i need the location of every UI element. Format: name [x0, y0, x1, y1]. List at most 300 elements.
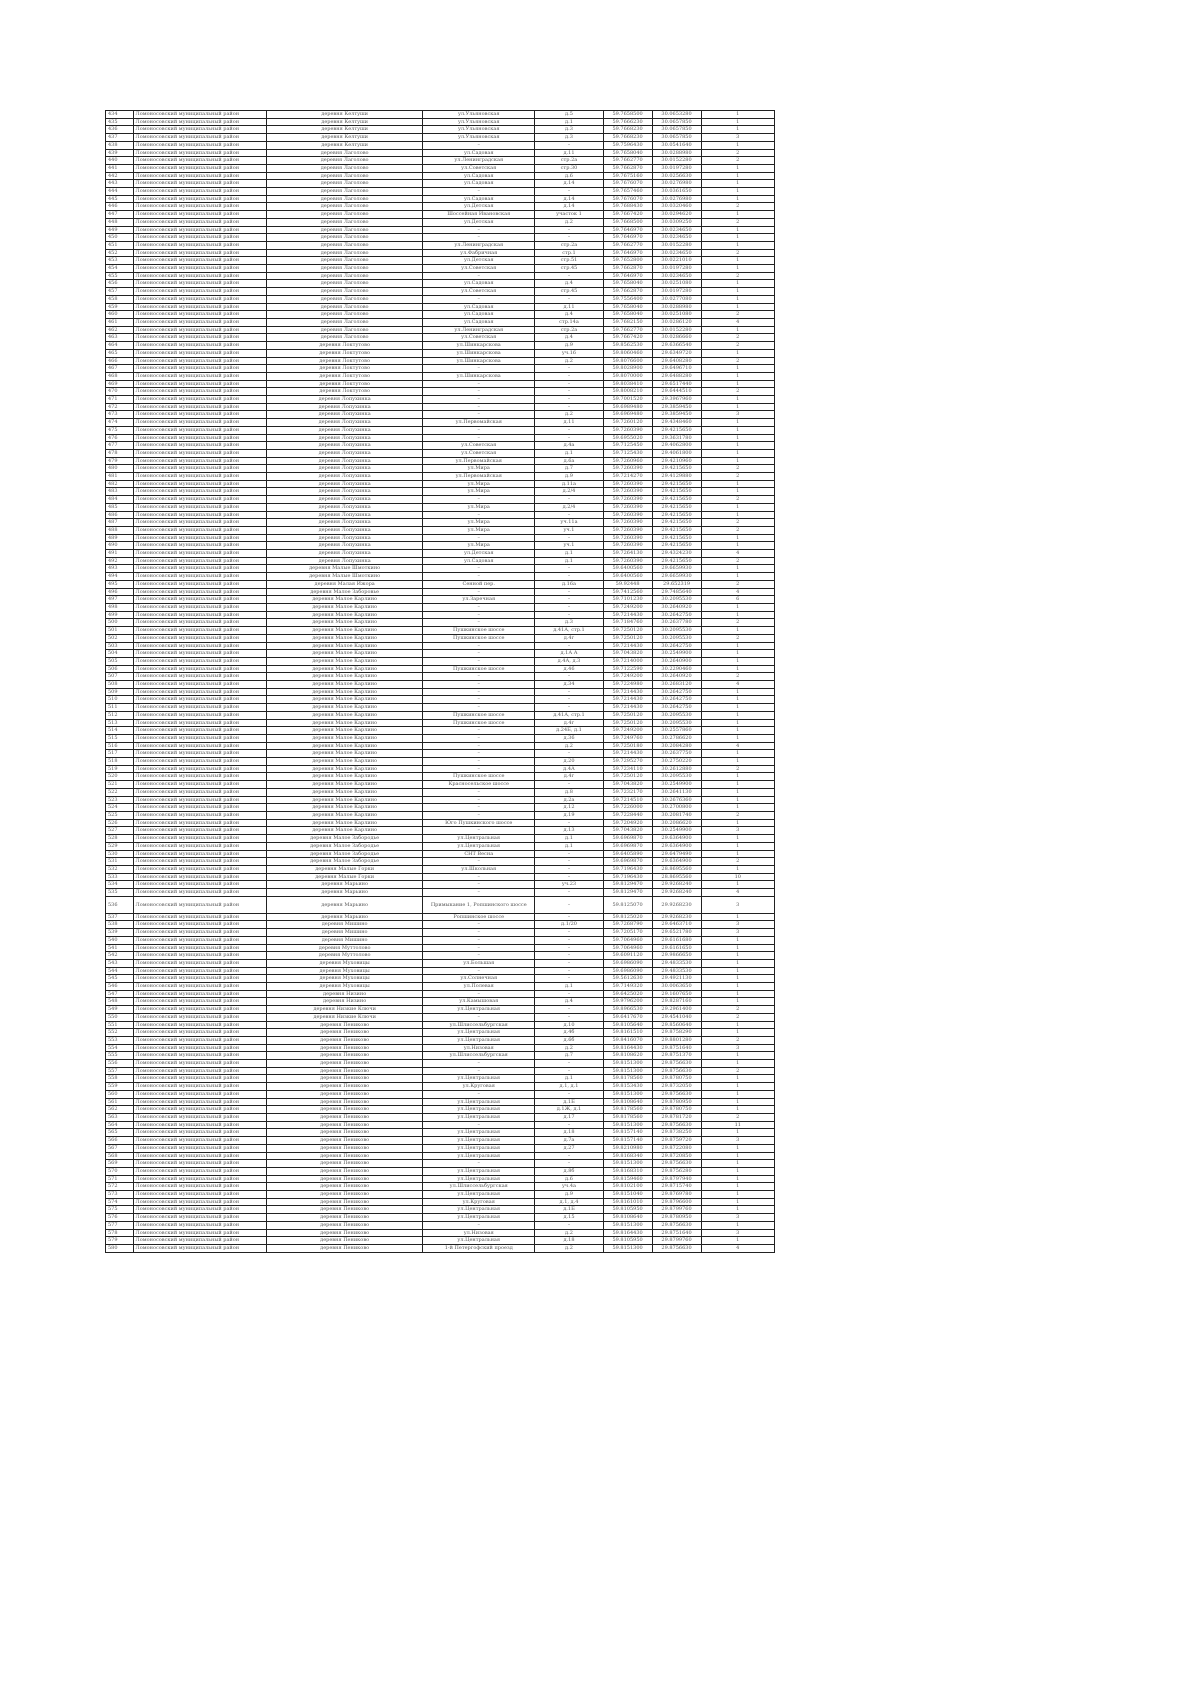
locality-cell: деревня Малое Карлино — [267, 819, 423, 827]
district-cell: Ломоносовский муниципальный район — [133, 480, 267, 488]
row-number-cell: 443 — [106, 180, 134, 188]
street-cell: ул.Заречная — [423, 596, 535, 604]
building-cell: – — [535, 975, 603, 983]
row-number-cell: 523 — [106, 796, 134, 804]
building-cell: д.1 — [535, 557, 603, 565]
longitude-cell: 29.8756280 — [652, 1167, 701, 1175]
locality-cell: деревня Лопухинка — [267, 457, 423, 465]
building-cell: д.15 — [535, 1214, 603, 1222]
street-cell: – — [423, 272, 535, 280]
district-cell: Ломоносовский муниципальный район — [133, 1067, 267, 1075]
longitude-cell: 30.2683120 — [652, 681, 701, 689]
count-cell: 2 — [701, 557, 774, 565]
latitude-cell: 59.7226000 — [603, 804, 652, 812]
district-cell: Ломоносовский муниципальный район — [133, 550, 267, 558]
count-cell: 1 — [701, 1198, 774, 1206]
longitude-cell: 30.0197280 — [652, 265, 701, 273]
district-cell: Ломоносовский муниципальный район — [133, 449, 267, 457]
table-row — [106, 850, 775, 858]
row-number-cell: 441 — [106, 164, 134, 172]
table-row — [106, 164, 775, 172]
building-cell: д.3 — [535, 619, 603, 627]
building-cell: д.2 — [535, 1044, 603, 1052]
row-number-cell: 463 — [106, 334, 134, 342]
row-number-cell: 559 — [106, 1083, 134, 1091]
table-row — [106, 1144, 775, 1152]
locality-cell: деревня Малое Карлино — [267, 765, 423, 773]
count-cell: 2 — [701, 619, 774, 627]
district-cell: Ломоносовский муниципальный район — [133, 881, 267, 889]
latitude-cell: 59.8076600 — [603, 357, 652, 365]
street-cell: – — [423, 1090, 535, 1098]
row-number-cell: 471 — [106, 396, 134, 404]
street-cell: – — [423, 380, 535, 388]
count-cell: 1 — [701, 1083, 774, 1091]
street-cell: – — [423, 921, 535, 929]
longitude-cell: 29.8780950 — [652, 1214, 701, 1222]
longitude-cell: 29.8781720 — [652, 1114, 701, 1122]
district-cell: Ломоносовский муниципальный район — [133, 952, 267, 960]
district-cell: Ломоносовский муниципальный район — [133, 188, 267, 196]
building-cell: – — [535, 873, 603, 881]
longitude-cell: 29.4215650 — [652, 503, 701, 511]
street-cell: ул.Шинкарскова — [423, 349, 535, 357]
street-cell: ул.Шлиссельбургская — [423, 1021, 535, 1029]
table-row — [106, 241, 775, 249]
district-cell: Ломоносовский муниципальный район — [133, 858, 267, 866]
street-cell: Пушкинское шоссе — [423, 773, 535, 781]
street-cell: – — [423, 873, 535, 881]
locality-cell: деревня Малое Карлино — [267, 634, 423, 642]
longitude-cell: 30.0286660 — [652, 334, 701, 342]
latitude-cell: 59.6091120 — [603, 952, 652, 960]
street-cell: – — [423, 611, 535, 619]
building-cell: – — [535, 403, 603, 411]
latitude-cell: 59.8108620 — [603, 1052, 652, 1060]
locality-cell: деревня Лопухинка — [267, 442, 423, 450]
district-cell: Ломоносовский муниципальный район — [133, 719, 267, 727]
table-row — [106, 519, 775, 527]
longitude-cell: 29.8751370 — [652, 1052, 701, 1060]
building-cell: – — [535, 944, 603, 952]
table-row — [106, 226, 775, 234]
latitude-cell: 59.7295270 — [603, 758, 652, 766]
locality-cell: деревня Лопухинка — [267, 550, 423, 558]
table-row — [106, 673, 775, 681]
count-cell: 2 — [701, 342, 774, 350]
count-cell: 1 — [701, 111, 774, 119]
table-row — [106, 604, 775, 612]
longitude-cell: 29.9268240 — [652, 889, 701, 897]
table-row — [106, 480, 775, 488]
latitude-cell: 59.7214430 — [603, 704, 652, 712]
row-number-cell: 520 — [106, 773, 134, 781]
street-cell: – — [423, 426, 535, 434]
count-cell: 4 — [701, 1244, 774, 1252]
row-number-cell: 551 — [106, 1021, 134, 1029]
longitude-cell: 29.8759720 — [652, 1137, 701, 1145]
street-cell: ул.Центральная — [423, 1075, 535, 1083]
street-cell: – — [423, 573, 535, 581]
longitude-cell: 29.4215650 — [652, 557, 701, 565]
latitude-cell: 59.8151300 — [603, 1244, 652, 1252]
table-row — [106, 711, 775, 719]
count-cell: 1 — [701, 380, 774, 388]
building-cell: – — [535, 865, 603, 873]
district-cell: Ломоносовский муниципальный район — [133, 180, 267, 188]
street-cell: Шоссейная Ивановская — [423, 211, 535, 219]
count-cell: 1 — [701, 419, 774, 427]
count-cell: 1 — [701, 1160, 774, 1168]
district-cell: Ломоносовский муниципальный район — [133, 1244, 267, 1252]
latitude-cell: 59.7657460 — [603, 188, 652, 196]
district-cell: Ломоносовский муниципальный район — [133, 534, 267, 542]
district-cell: Ломоносовский муниципальный район — [133, 496, 267, 504]
district-cell: Ломоносовский муниципальный район — [133, 642, 267, 650]
latitude-cell: 59.7101230 — [603, 596, 652, 604]
registry-table-body — [106, 111, 775, 1253]
latitude-cell: 59.7662770 — [603, 326, 652, 334]
street-cell: ул.Детская — [423, 203, 535, 211]
locality-cell: деревня Лаголово — [267, 249, 423, 257]
locality-cell: деревня Малое Карлино — [267, 673, 423, 681]
latitude-cell: 59.7043820 — [603, 650, 652, 658]
district-cell: Ломоносовский муниципальный район — [133, 896, 267, 913]
latitude-cell: 59.8060460 — [603, 349, 652, 357]
table-row — [106, 758, 775, 766]
longitude-cell: 30.2700800 — [652, 804, 701, 812]
street-cell: Пушкинское шоссе — [423, 665, 535, 673]
latitude-cell: 59.92448 — [603, 580, 652, 588]
latitude-cell: 59.7260390 — [603, 426, 652, 434]
table-row — [106, 542, 775, 550]
building-cell: д.2 — [535, 1229, 603, 1237]
locality-cell: деревня Малое Забородье — [267, 858, 423, 866]
building-cell: д.4 — [535, 280, 603, 288]
building-cell: д.11 — [535, 303, 603, 311]
row-number-cell: 455 — [106, 272, 134, 280]
row-number-cell: 450 — [106, 234, 134, 242]
district-cell: Ломоносовский муниципальный район — [133, 573, 267, 581]
longitude-cell: 30.0286120 — [652, 318, 701, 326]
row-number-cell: 458 — [106, 295, 134, 303]
building-cell: д.3 — [535, 126, 603, 134]
building-cell: д.16а — [535, 580, 603, 588]
locality-cell: деревня Пениково — [267, 1206, 423, 1214]
table-row — [106, 719, 775, 727]
row-number-cell: 518 — [106, 758, 134, 766]
longitude-cell: 29.6488280 — [652, 372, 701, 380]
latitude-cell: 59.7646970 — [603, 249, 652, 257]
count-cell: 2 — [701, 634, 774, 642]
table-row — [106, 1129, 775, 1137]
locality-cell: деревня Малое Карлино — [267, 596, 423, 604]
row-number-cell: 510 — [106, 696, 134, 704]
latitude-cell: 59.8161010 — [603, 1198, 652, 1206]
building-cell: – — [535, 226, 603, 234]
street-cell: – — [423, 496, 535, 504]
count-cell: 2 — [701, 1067, 774, 1075]
building-cell: стр.45 — [535, 288, 603, 296]
count-cell: 2 — [701, 334, 774, 342]
building-cell: д.1, д.1 — [535, 1083, 603, 1091]
count-cell: 1 — [701, 696, 774, 704]
count-cell: 3 — [701, 929, 774, 937]
longitude-cell: 30.2642750 — [652, 642, 701, 650]
count-cell: 2 — [701, 1036, 774, 1044]
building-cell: д.41А, стр.1 — [535, 627, 603, 635]
longitude-cell: 29.8801280 — [652, 1036, 701, 1044]
latitude-cell: 59.7260390 — [603, 503, 652, 511]
latitude-cell: 59.7260390 — [603, 496, 652, 504]
row-number-cell: 485 — [106, 503, 134, 511]
table-row — [106, 765, 775, 773]
table-row — [106, 380, 775, 388]
district-cell: Ломоносовский муниципальный район — [133, 141, 267, 149]
latitude-cell: 59.6989480 — [603, 403, 652, 411]
table-row — [106, 211, 775, 219]
locality-cell: деревня Локтутово — [267, 342, 423, 350]
count-cell: 1 — [701, 257, 774, 265]
building-cell: д.2/4 — [535, 503, 603, 511]
district-cell: Ломоносовский муниципальный район — [133, 511, 267, 519]
latitude-cell: 59.7688430 — [603, 203, 652, 211]
table-row — [106, 272, 775, 280]
district-cell: Ломоносовский муниципальный район — [133, 311, 267, 319]
table-row — [106, 388, 775, 396]
latitude-cell: 59.8178560 — [603, 1106, 652, 1114]
locality-cell: деревня Пениково — [267, 1152, 423, 1160]
district-cell: Ломоносовский муниципальный район — [133, 388, 267, 396]
building-cell: – — [535, 188, 603, 196]
longitude-cell: 29.8722080 — [652, 1144, 701, 1152]
building-cell: – — [535, 511, 603, 519]
row-number-cell: 574 — [106, 1198, 134, 1206]
locality-cell: деревня Келтуши — [267, 126, 423, 134]
building-cell: д.1 — [535, 835, 603, 843]
latitude-cell: 59.7260960 — [603, 457, 652, 465]
table-row — [106, 1237, 775, 1245]
table-row — [106, 295, 775, 303]
registry-table — [105, 110, 775, 1253]
locality-cell: деревня Пениково — [267, 1137, 423, 1145]
locality-cell: деревня Мишино — [267, 929, 423, 937]
longitude-cell: 29.9866650 — [652, 952, 701, 960]
building-cell: – — [535, 1152, 603, 1160]
latitude-cell: 59.8129470 — [603, 881, 652, 889]
street-cell: ул.Ульяновская — [423, 134, 535, 142]
table-row — [106, 967, 775, 975]
latitude-cell: 59.7260390 — [603, 526, 652, 534]
street-cell: 1-й Петергофский проезд — [423, 1244, 535, 1252]
latitude-cell: 59.8008210 — [603, 388, 652, 396]
table-row — [106, 557, 775, 565]
latitude-cell: 59.9796200 — [603, 998, 652, 1006]
table-row — [106, 111, 775, 119]
count-cell: 1 — [701, 1191, 774, 1199]
locality-cell: деревня Лаголово — [267, 303, 423, 311]
building-cell: д.2 — [535, 1244, 603, 1252]
longitude-cell: 29.8287160 — [652, 998, 701, 1006]
street-cell: ул.Ульяновская — [423, 126, 535, 134]
count-cell: 4 — [701, 318, 774, 326]
building-cell: д.8б — [535, 1167, 603, 1175]
row-number-cell: 546 — [106, 983, 134, 991]
building-cell: д.6а — [535, 457, 603, 465]
building-cell: – — [535, 295, 603, 303]
row-number-cell: 537 — [106, 913, 134, 921]
row-number-cell: 515 — [106, 734, 134, 742]
row-number-cell: 498 — [106, 604, 134, 612]
latitude-cell: 59.8028900 — [603, 365, 652, 373]
district-cell: Ломоносовский муниципальный район — [133, 788, 267, 796]
count-cell: 1 — [701, 542, 774, 550]
longitude-cell: 29.8738250 — [652, 1129, 701, 1137]
street-cell: СНТ Весна — [423, 850, 535, 858]
row-number-cell: 512 — [106, 711, 134, 719]
longitude-cell: 29.3631780 — [652, 434, 701, 442]
street-cell: ул.Центральная — [423, 1106, 535, 1114]
row-number-cell: 435 — [106, 118, 134, 126]
latitude-cell: 59.8164430 — [603, 1044, 652, 1052]
building-cell: – — [535, 434, 603, 442]
latitude-cell: 59.8070000 — [603, 372, 652, 380]
street-cell: ул.Мира — [423, 526, 535, 534]
street-cell: ул.Полевая — [423, 983, 535, 991]
street-cell: ул.Садовая — [423, 172, 535, 180]
row-number-cell: 556 — [106, 1060, 134, 1068]
row-number-cell: 555 — [106, 1052, 134, 1060]
building-cell: – — [535, 688, 603, 696]
locality-cell: деревня Лаголово — [267, 265, 423, 273]
count-cell: 1 — [701, 211, 774, 219]
longitude-cell: 29.8732050 — [652, 1083, 701, 1091]
locality-cell: деревня Лаголово — [267, 241, 423, 249]
street-cell: ул.Круговая — [423, 1083, 535, 1091]
locality-cell: деревня Малое Карлино — [267, 627, 423, 635]
district-cell: Ломоносовский муниципальный район — [133, 357, 267, 365]
locality-cell: деревня Пениково — [267, 1021, 423, 1029]
table-row — [106, 827, 775, 835]
count-cell: 3 — [701, 896, 774, 913]
longitude-cell: 29.4348460 — [652, 419, 701, 427]
street-cell: ул.Центральная — [423, 1098, 535, 1106]
longitude-cell: 30.2095530 — [652, 773, 701, 781]
locality-cell: деревня Малое Заборовье — [267, 588, 423, 596]
table-row — [106, 889, 775, 897]
count-cell: 1 — [701, 1129, 774, 1137]
district-cell: Ломоносовский муниципальный район — [133, 604, 267, 612]
district-cell: Ломоносовский муниципальный район — [133, 850, 267, 858]
table-row — [106, 280, 775, 288]
count-cell: 1 — [701, 349, 774, 357]
street-cell: – — [423, 1013, 535, 1021]
street-cell: ул.Садовая — [423, 311, 535, 319]
district-cell: Ломоносовский муниципальный район — [133, 1229, 267, 1237]
building-cell: – — [535, 496, 603, 504]
longitude-cell: 29.8769780 — [652, 1191, 701, 1199]
latitude-cell: 59.7260390 — [603, 557, 652, 565]
building-cell: – — [535, 750, 603, 758]
count-cell: 1 — [701, 773, 774, 781]
building-cell: д.12 — [535, 804, 603, 812]
latitude-cell: 59.8178560 — [603, 1114, 652, 1122]
locality-cell: деревня Пениково — [267, 1175, 423, 1183]
street-cell: ул.Садовая — [423, 195, 535, 203]
district-cell: Ломоносовский муниципальный район — [133, 1090, 267, 1098]
street-cell: ул.Мира — [423, 542, 535, 550]
latitude-cell: 59.6969480 — [603, 411, 652, 419]
district-cell: Ломоносовский муниципальный район — [133, 1191, 267, 1199]
district-cell: Ломоносовский муниципальный район — [133, 396, 267, 404]
count-cell: 1 — [701, 1029, 774, 1037]
longitude-cell: 29.4541040 — [652, 1013, 701, 1021]
street-cell: – — [423, 365, 535, 373]
table-row — [106, 357, 775, 365]
table-row — [106, 773, 775, 781]
locality-cell: деревня Малое Карлино — [267, 796, 423, 804]
locality-cell: деревня Локтутово — [267, 349, 423, 357]
district-cell: Ломоносовский муниципальный район — [133, 842, 267, 850]
street-cell: – — [423, 1121, 535, 1129]
building-cell: – — [535, 952, 603, 960]
street-cell: Пушкинское шоссе — [423, 634, 535, 642]
district-cell: Ломоносовский муниципальный район — [133, 796, 267, 804]
street-cell: – — [423, 827, 535, 835]
district-cell: Ломоносовский муниципальный район — [133, 611, 267, 619]
count-cell: 1 — [701, 611, 774, 619]
building-cell: уч.1 — [535, 526, 603, 534]
latitude-cell: 59.7676070 — [603, 195, 652, 203]
longitude-cell: 30.0152280 — [652, 326, 701, 334]
locality-cell: деревня Малые Шмоткино — [267, 573, 423, 581]
building-cell: д.8 — [535, 788, 603, 796]
count-cell: 1 — [701, 180, 774, 188]
count-cell: 4 — [701, 681, 774, 689]
district-cell: Ломоносовский муниципальный район — [133, 326, 267, 334]
building-cell: д.4 — [535, 998, 603, 1006]
building-cell: д.7а — [535, 1137, 603, 1145]
longitude-cell: 30.0277080 — [652, 295, 701, 303]
district-cell: Ломоносовский муниципальный район — [133, 1106, 267, 1114]
street-cell: – — [423, 952, 535, 960]
row-number-cell: 513 — [106, 719, 134, 727]
street-cell: ул.Низовая — [423, 1044, 535, 1052]
building-cell: стр.2а — [535, 326, 603, 334]
locality-cell: деревня Лопухинка — [267, 396, 423, 404]
row-number-cell: 444 — [106, 188, 134, 196]
locality-cell: деревня Малое Карлино — [267, 650, 423, 658]
table-row — [106, 403, 775, 411]
count-cell: 1 — [701, 442, 774, 450]
row-number-cell: 457 — [106, 288, 134, 296]
locality-cell: деревня Лаголово — [267, 180, 423, 188]
count-cell: 2 — [701, 272, 774, 280]
count-cell: 3 — [701, 134, 774, 142]
table-row — [106, 488, 775, 496]
latitude-cell: 59.7667420 — [603, 211, 652, 219]
district-cell: Ломоносовский муниципальный район — [133, 936, 267, 944]
district-cell: Ломоносовский муниципальный район — [133, 318, 267, 326]
count-cell: 1 — [701, 734, 774, 742]
latitude-cell: 59.6969870 — [603, 858, 652, 866]
longitude-cell: 30.0063650 — [652, 983, 701, 991]
longitude-cell: 29.6364900 — [652, 858, 701, 866]
longitude-cell: 29.6161650 — [652, 944, 701, 952]
latitude-cell: 59.8108640 — [603, 1214, 652, 1222]
locality-cell: деревня Лопухинка — [267, 480, 423, 488]
building-cell: д.1 — [535, 983, 603, 991]
